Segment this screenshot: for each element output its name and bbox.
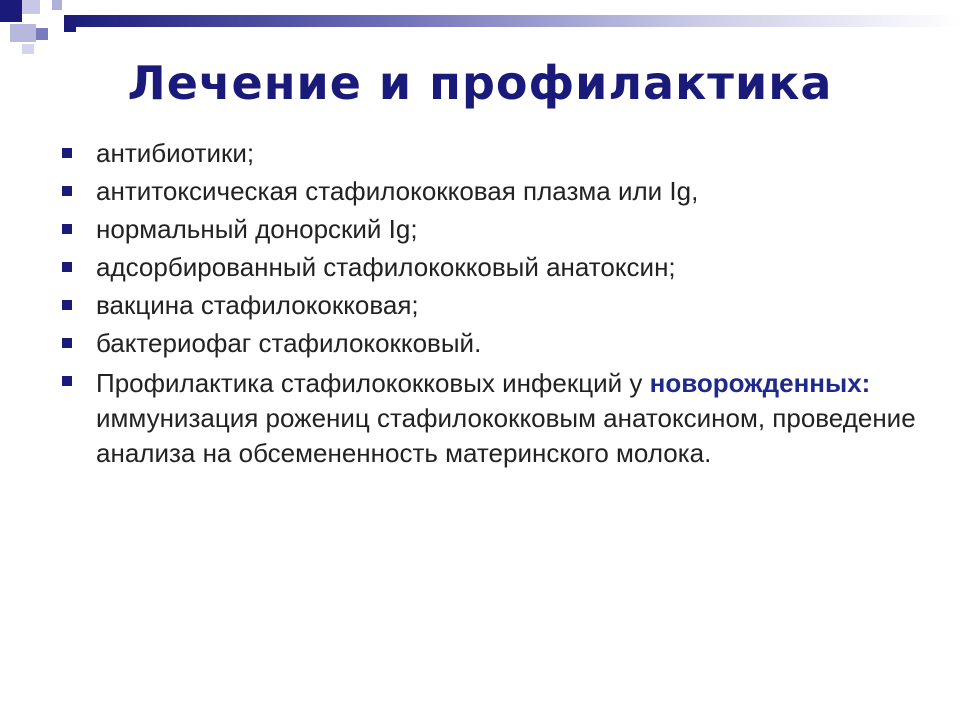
- square-bullet-icon: [62, 300, 72, 310]
- square-bullet-icon: [62, 186, 72, 196]
- bullet-item: [62, 328, 922, 359]
- square-bullet-icon: [62, 148, 72, 158]
- decor-square: [22, 0, 40, 14]
- bullet-list: [62, 138, 922, 478]
- bullet-text: антибиотики;: [96, 138, 255, 168]
- bullet-text: вакцина стафилококковая;: [96, 290, 419, 320]
- square-bullet-icon: [62, 224, 72, 234]
- square-bullet-icon: [62, 262, 72, 272]
- decor-square: [22, 44, 34, 54]
- bullet-item: [62, 252, 922, 283]
- bullet-text-emphasis: новорожденных:: [649, 368, 871, 398]
- bullet-item: [62, 176, 922, 207]
- bullet-item-prevention: [62, 366, 922, 471]
- decor-gradient-bar: [64, 15, 960, 27]
- decor-square: [36, 28, 48, 40]
- slide-title: Лечение и профилактика: [127, 56, 833, 110]
- bullet-text: адсорбированный стафилококковый анатоксин;: [96, 252, 676, 282]
- decor-square: [0, 0, 22, 22]
- square-bullet-icon: [62, 338, 72, 348]
- square-bullet-icon: [62, 376, 72, 386]
- bullet-item: [62, 290, 922, 321]
- bullet-text: нормальный донорский Ig;: [96, 214, 418, 244]
- decor-square: [52, 0, 62, 10]
- bullet-text-lead: Профилактика стафилококковых инфекций у: [96, 368, 643, 398]
- decor-square: [10, 24, 36, 42]
- bullet-text: бактериофаг стафилококковый.: [96, 328, 482, 358]
- bullet-text: антитоксическая стафилококковая плазма или Ig,: [96, 176, 699, 206]
- bullet-item: [62, 214, 922, 245]
- bullet-item: [62, 138, 922, 169]
- bullet-text-rest: иммунизация рожениц стафилококковым анатоксином, проведение анализа на обсемененность материнского молока.: [96, 403, 916, 468]
